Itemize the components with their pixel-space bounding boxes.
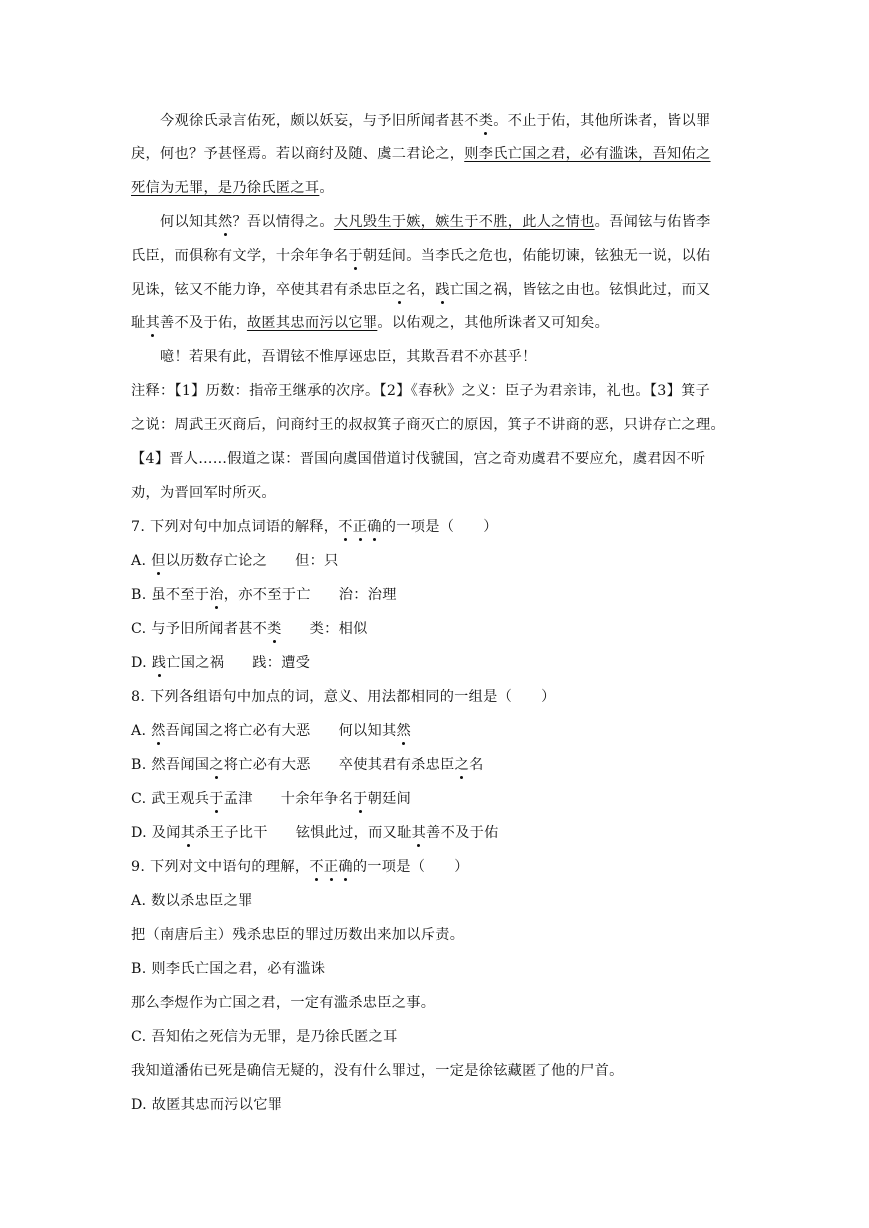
text-line <box>131 687 741 707</box>
emphasized-char: 其 <box>145 315 160 331</box>
text-segment: 亡国之祸 <box>166 655 225 671</box>
text-line <box>131 212 741 232</box>
text-segment: D. <box>131 655 152 671</box>
text-line <box>131 721 741 741</box>
text-segment: A. 数以杀忠臣之罪 <box>131 893 253 909</box>
underlined-text: 大凡毁生于嫉，嫉生于不胜，此人之情也 <box>333 214 595 230</box>
emphasized-char: 正 <box>352 519 368 535</box>
text-line <box>131 925 741 945</box>
text-segment: 卒使其君有杀忠臣 <box>338 757 455 773</box>
emphasized-char: 然 <box>217 214 233 230</box>
emphasized-char: 践 <box>435 282 450 298</box>
text-segment: 注释：【1】历数：指帝王继承的次序。【2】《春秋》之义：臣子为君亲讳，礼也。【3】箕子 <box>131 383 711 399</box>
text-line <box>131 993 741 1013</box>
text-segment: 名 <box>469 757 484 773</box>
text-segment: A. <box>131 723 152 739</box>
text-segment: 把（南唐后主）残杀忠臣的罪过历数出来加以斥责。 <box>131 927 465 943</box>
emphasized-char: 之 <box>209 757 224 773</box>
emphasized-char: 之 <box>454 757 470 773</box>
emphasized-char: 于 <box>209 791 224 807</box>
text-line <box>131 1061 741 1081</box>
text-line <box>131 789 741 809</box>
emphasized-char: 不 <box>338 519 353 535</box>
text-line <box>131 415 741 435</box>
text-segment: 朝廷间。当李氏之危也，佑能切谏，铉独无一说，以佑 <box>362 248 711 264</box>
text-line <box>131 483 741 503</box>
text-segment: C. 与予旧所闻者甚不 <box>131 621 268 637</box>
underlined-text: 则李氏亡国之君，必有滥诛，吾知佑之 <box>464 146 711 162</box>
text-segment: 吾闻国之将亡必有大恶 <box>165 723 311 739</box>
text-line <box>131 823 741 843</box>
text-segment: 的一项是（ ） <box>352 859 469 875</box>
emphasized-char: 类 <box>267 621 282 637</box>
text-segment: D. 及闻 <box>131 825 181 841</box>
text-line <box>131 144 741 164</box>
text-segment: 孟津 <box>223 791 253 807</box>
text-line <box>131 347 741 367</box>
text-segment: B. 则李氏亡国之君，必有滥诛 <box>131 961 326 977</box>
text-segment: 。吾闻铉与佑皆李 <box>594 214 711 230</box>
text-line <box>131 619 741 639</box>
emphasized-char: 其 <box>411 825 427 841</box>
emphasized-char: 之 <box>391 282 407 298</box>
text-segment: A. <box>131 553 152 569</box>
text-line <box>131 178 741 198</box>
text-segment: ，亦不至于亡 <box>223 587 311 603</box>
text-segment: 。以佑观之，其他所诛者又可知矣。 <box>377 315 610 331</box>
text-segment: 十余年争名 <box>280 791 354 807</box>
text-line <box>131 280 741 300</box>
text-segment: 亡国之祸，皆铉之由也。铉惧此过，而又 <box>449 282 711 298</box>
text-line <box>131 891 741 911</box>
text-segment: 善不及于佑， <box>160 315 247 331</box>
text-line <box>131 585 741 605</box>
text-segment: B. 虽不至于 <box>131 587 210 603</box>
text-segment: 类：相似 <box>309 621 368 637</box>
emphasized-char: 然 <box>396 723 412 739</box>
text-segment: 8. 下列各组语句中加点的词，意义、用法都相同的一组是（ ） <box>131 689 556 705</box>
text-segment: 戾，何也？予甚怪焉。若以商纣及随、虞二君论之， <box>131 146 465 162</box>
text-segment: 。不止于佑，其他所诛者，皆以罪 <box>493 113 711 129</box>
text-segment: 那么李煜作为亡国之君，一定有滥杀忠臣之事。 <box>131 995 436 1011</box>
text-segment: 见诛，铉又不能力诤，卒使其君有杀忠臣 <box>131 282 392 298</box>
text-segment: D. 故匿其忠而污以它罪 <box>131 1097 283 1113</box>
text-segment: 之说：周武王灭商后，问商纣王的叔叔箕子商灭亡的原因，箕子不讲商的恶，只讲存亡之理。 <box>131 417 725 433</box>
text-segment: 践：遭受 <box>252 655 311 671</box>
text-segment: 何以知其 <box>338 723 397 739</box>
text-segment: 耻 <box>131 315 146 331</box>
emphasized-char: 践 <box>151 655 167 671</box>
emphasized-char: 于 <box>348 248 363 264</box>
text-segment: B. 然吾闻国 <box>131 757 210 773</box>
text-segment: 7. 下列对句中加点词语的解释， <box>131 519 339 535</box>
text-segment: C. 武王观兵 <box>131 791 210 807</box>
emphasized-char: 但 <box>151 553 166 569</box>
emphasized-char: 其 <box>180 825 196 841</box>
text-segment: 劝，为晋回军时所灭。 <box>131 485 276 501</box>
text-segment: 杀王子比干 <box>195 825 268 841</box>
text-line <box>131 1095 741 1115</box>
emphasized-char: 不 <box>309 859 324 875</box>
underlined-text: 故匿其忠而污以它罪 <box>246 315 378 331</box>
text-line <box>131 449 741 469</box>
underlined-text: 死信为无罪，是乃徐氏匿之耳 <box>131 180 320 196</box>
text-line <box>131 653 741 673</box>
text-segment: 铉惧此过，而又耻 <box>295 825 412 841</box>
text-segment: ？吾以情得之。 <box>232 214 334 230</box>
text-segment: 治：治理 <box>338 587 397 603</box>
text-segment: 。 <box>319 180 334 196</box>
text-segment: 今观徐氏录言佑死，颇以妖妄，与予旧所闻者甚不 <box>131 113 479 129</box>
text-segment: 9. 下列对文中语句的理解， <box>131 859 310 875</box>
text-segment: 名， <box>406 282 436 298</box>
emphasized-char: 治 <box>209 587 224 603</box>
text-segment: 【4】晋人……假道之谋：晋国向虞国借道讨伐虢国，宫之奇劝虞君不要应允，虞君因不听 <box>131 451 706 467</box>
emphasized-char: 于 <box>353 791 368 807</box>
text-line <box>131 381 741 401</box>
text-segment: 的一项是（ ） <box>381 519 498 535</box>
text-segment: 将亡必有大恶 <box>223 757 311 773</box>
emphasized-char: 类 <box>478 113 494 129</box>
emphasized-char: 确 <box>367 519 382 535</box>
text-line <box>131 246 741 266</box>
text-line <box>131 857 741 877</box>
text-line <box>131 517 741 537</box>
emphasized-char: 然 <box>151 723 166 739</box>
text-segment: 以历数存亡论之 <box>165 553 268 569</box>
text-line <box>131 1027 741 1047</box>
text-segment: 噫！若果有此，吾谓铉不惟厚诬忠臣，其欺吾君不亦甚乎！ <box>131 349 537 365</box>
emphasized-char: 正 <box>323 859 339 875</box>
text-segment: 朝廷间 <box>367 791 412 807</box>
text-segment: 氏臣，而俱称有文学，十余年争名 <box>131 248 349 264</box>
text-line <box>131 755 741 775</box>
text-segment: 我知道潘佑已死是确信无疑的，没有什么罪过，一定是徐铉藏匿了他的尸首。 <box>131 1063 624 1079</box>
text-segment: C. 吾知佑之死信为无罪，是乃徐氏匿之耳 <box>131 1029 398 1045</box>
text-line <box>131 111 741 131</box>
emphasized-char: 确 <box>338 859 353 875</box>
text-segment: 善不及于佑 <box>426 825 499 841</box>
text-segment: 何以知其 <box>131 214 218 230</box>
text-line <box>131 313 741 333</box>
text-segment: 但：只 <box>295 553 339 569</box>
text-line <box>131 959 741 979</box>
text-line <box>131 551 741 571</box>
